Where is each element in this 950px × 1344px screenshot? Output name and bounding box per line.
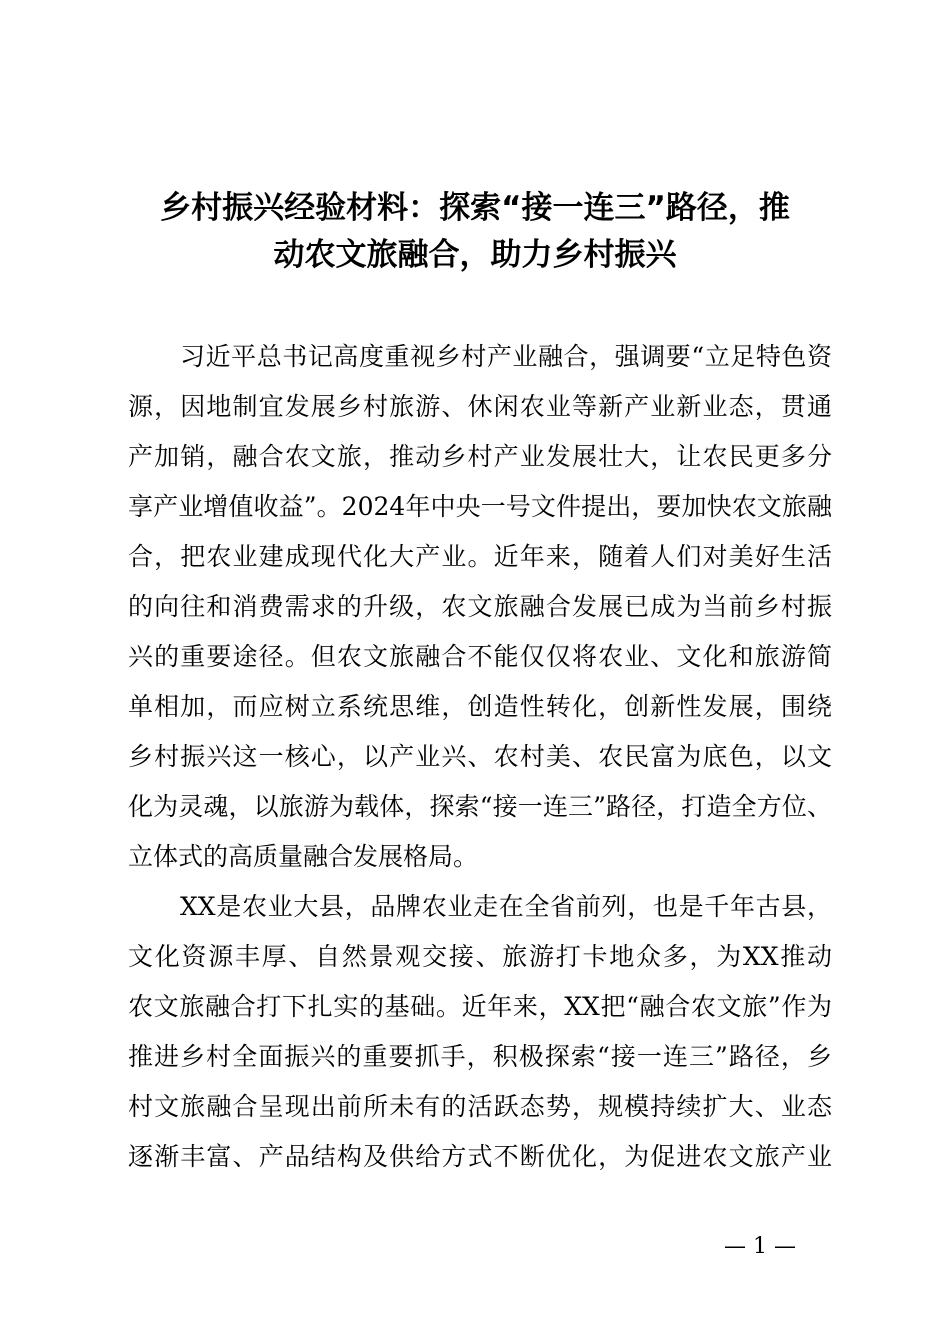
text-line: 合，把农业建成现代化大产业。近年来，随着人们对美好生活 <box>128 542 832 571</box>
text-line: 享产业增值收益”。2024年中央一号文件提出，要加快农文旅融 <box>128 492 832 521</box>
text-line: 立体式的高质量融合发展格局。 <box>128 842 479 871</box>
document-body <box>128 332 832 1182</box>
text-line: 习近平总书记高度重视乡村产业融合，强调要“立足特色资 <box>180 342 832 371</box>
page-number: — 1 — <box>724 1234 796 1259</box>
paragraph <box>128 882 832 1182</box>
title-line: 动农文旅融合，助力乡村振兴 <box>273 237 677 273</box>
title-line: 乡村振兴经验材料：探索“接一连三”路径，推 <box>160 190 790 226</box>
text-line: 逐渐丰富、产品结构及供给方式不断优化，为促进农文旅产业 <box>128 1142 832 1171</box>
text-line: 兴的重要途径。但农文旅融合不能仅仅将农业、文化和旅游简 <box>128 642 832 671</box>
text-line: 化为灵魂，以旅游为载体，探索“接一连三”路径，打造全方位、 <box>128 792 832 821</box>
text-line: 农文旅融合打下扎实的基础。近年来，XX把“融合农文旅”作为 <box>128 992 832 1021</box>
text-line: 乡村振兴这一核心，以产业兴、农村美、农民富为底色，以文 <box>128 742 832 771</box>
text-line: 的向往和消费需求的升级，农文旅融合发展已成为当前乡村振 <box>128 592 832 621</box>
text-line: 产加销，融合农文旅，推动乡村产业发展壮大，让农民更多分 <box>128 442 832 471</box>
text-line: 单相加，而应树立系统思维，创造性转化，创新性发展，围绕 <box>128 692 832 721</box>
paragraph <box>128 332 832 882</box>
text-line: 源，因地制宜发展乡村旅游、休闲农业等新产业新业态，贯通 <box>128 392 832 421</box>
text-line: XX是农业大县，品牌农业走在全省前列，也是千年古县， <box>180 892 832 921</box>
text-line: 村文旅融合呈现出前所未有的活跃态势，规模持续扩大、业态 <box>128 1092 832 1121</box>
document-title <box>100 185 850 279</box>
text-line: 文化资源丰厚、自然景观交接、旅游打卡地众多，为XX推动 <box>128 942 832 971</box>
text-line: 推进乡村全面振兴的重要抓手，积极探索“接一连三”路径，乡 <box>128 1042 832 1071</box>
